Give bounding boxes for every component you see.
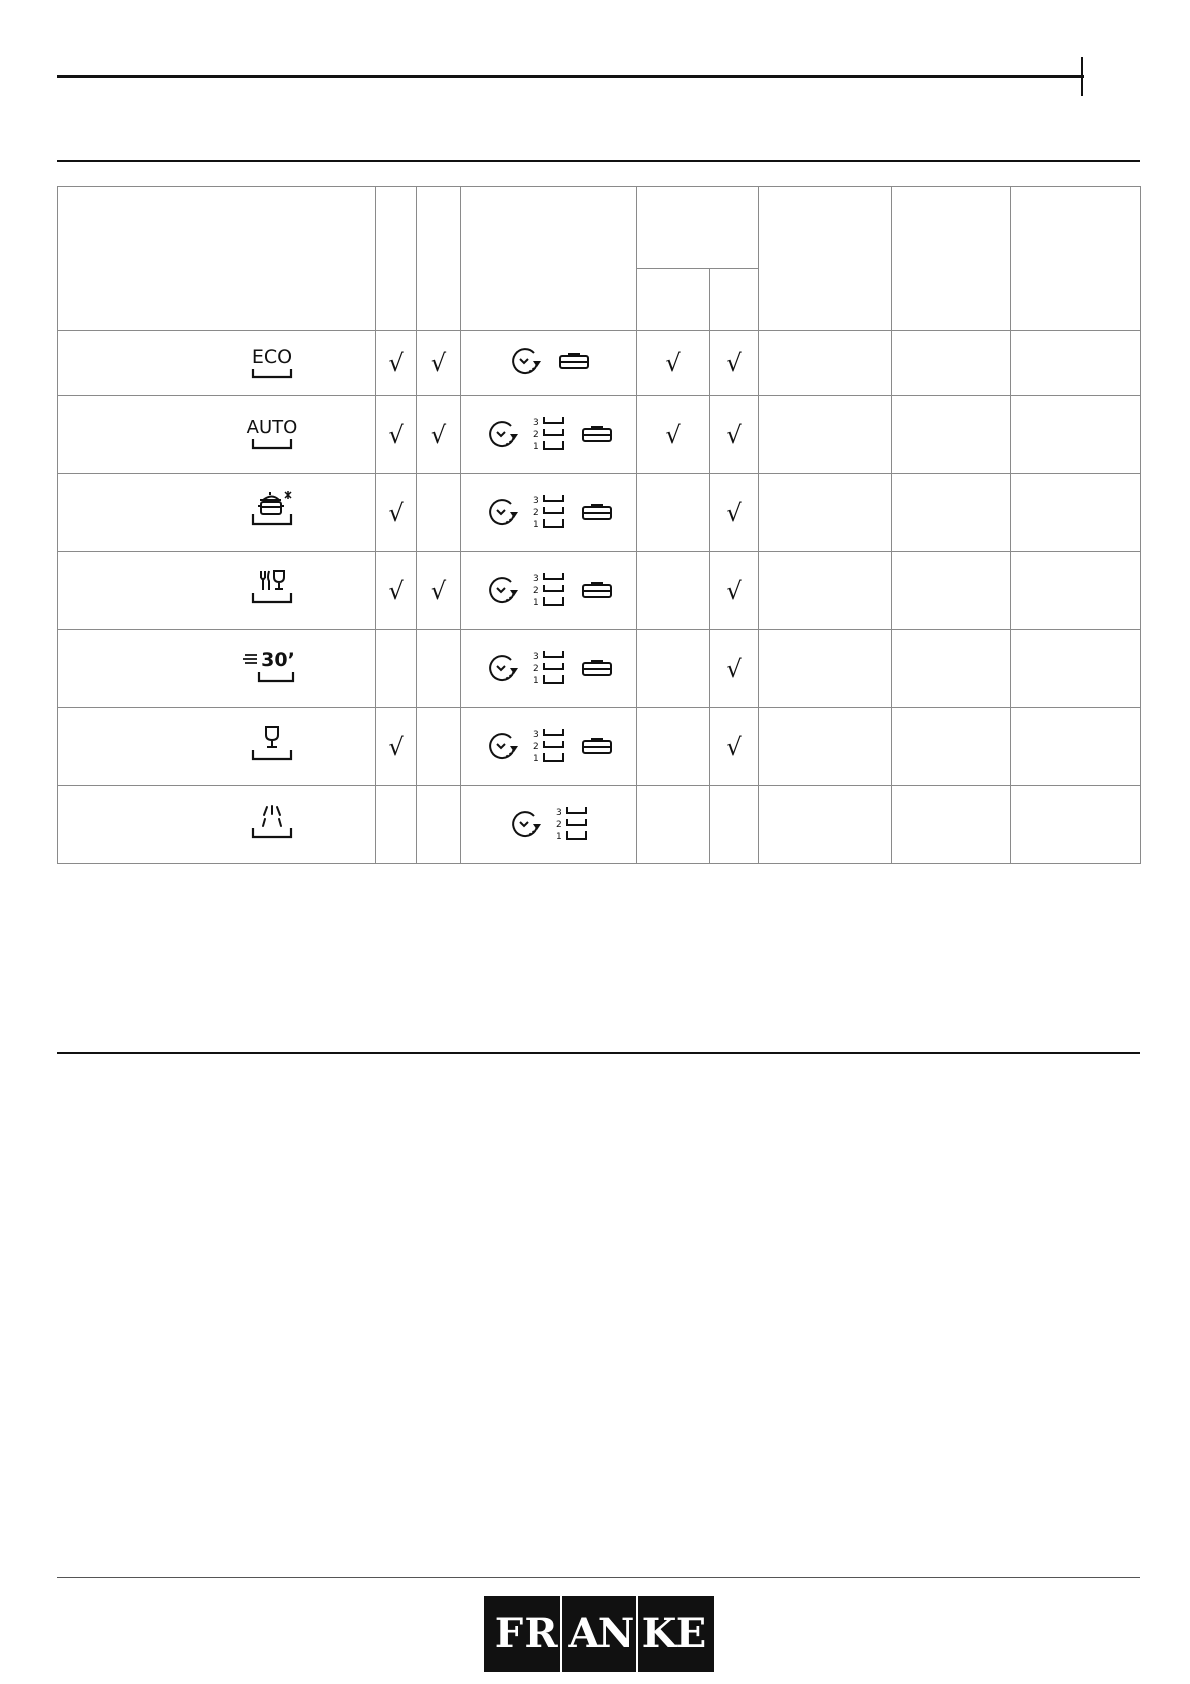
programme-cell	[58, 474, 376, 552]
check-cell	[710, 396, 759, 474]
check-mark: √	[430, 576, 447, 605]
check-cell	[376, 331, 417, 396]
svg-text:AUTO: AUTO	[246, 416, 298, 438]
empty-cell	[759, 708, 892, 786]
check-mark: √	[388, 498, 404, 527]
check-cell	[710, 552, 759, 630]
check-cell	[376, 396, 417, 474]
programme-cell	[58, 708, 376, 786]
empty-cell	[892, 552, 1011, 630]
check-cell	[417, 708, 461, 786]
header-col-1	[376, 187, 417, 331]
svg-text:A: A	[568, 1610, 600, 1657]
delay-start-icon	[485, 651, 519, 685]
programme-cell	[58, 786, 376, 864]
svg-text:2: 2	[532, 429, 539, 440]
empty-cell	[1011, 708, 1141, 786]
tablet-icon	[581, 503, 613, 521]
check-mark: √	[726, 498, 742, 527]
check-mark: √	[726, 576, 742, 605]
franke-logo	[484, 1596, 714, 1672]
svg-text:1: 1	[532, 441, 539, 452]
check-mark: √	[388, 349, 404, 377]
check-cell	[417, 331, 461, 396]
svg-text:30’: 30’	[261, 648, 295, 671]
rack-selection-icon	[529, 727, 567, 765]
header-col-9	[1011, 187, 1141, 331]
svg-text:3: 3	[532, 651, 539, 662]
delay-start-icon	[485, 417, 519, 451]
table-row	[58, 786, 1141, 864]
table-row	[58, 331, 1141, 396]
empty-cell	[1011, 331, 1141, 396]
empty-cell	[759, 552, 892, 630]
check-cell	[417, 786, 461, 864]
check-cell	[710, 708, 759, 786]
check-cell	[710, 630, 759, 708]
tablet-icon	[581, 425, 613, 443]
check-mark: √	[726, 349, 742, 377]
table-row	[58, 396, 1141, 474]
quick-30-min-icon	[241, 646, 303, 692]
options-cell	[461, 396, 637, 474]
svg-text:K: K	[641, 1610, 677, 1657]
check-cell	[376, 786, 417, 864]
glass-program-icon	[241, 724, 303, 770]
svg-text:1: 1	[532, 597, 539, 608]
svg-text:1: 1	[532, 675, 539, 686]
check-mark: √	[726, 654, 742, 683]
check-cell	[710, 331, 759, 396]
programme-cell	[58, 552, 376, 630]
delay-start-icon	[485, 495, 519, 529]
header-programme	[58, 187, 376, 331]
header-rule	[57, 75, 1084, 78]
table-row	[58, 552, 1141, 630]
empty-cell	[759, 474, 892, 552]
empty-cell	[892, 396, 1011, 474]
programme-cell	[58, 331, 376, 396]
header-group-sub-2	[710, 269, 759, 331]
table-header-row	[58, 187, 1141, 269]
header-col-8	[892, 187, 1011, 331]
check-mark: √	[430, 349, 447, 377]
svg-text:3: 3	[532, 417, 539, 428]
check-mark: √	[726, 420, 742, 449]
check-cell	[417, 552, 461, 630]
check-cell	[417, 396, 461, 474]
tablet-icon	[581, 737, 613, 755]
tablet-icon	[558, 352, 590, 370]
header-col-7	[759, 187, 892, 331]
section-rule-top	[57, 160, 1140, 162]
svg-text:F: F	[494, 1610, 524, 1657]
svg-text:3: 3	[532, 573, 539, 584]
empty-cell	[759, 630, 892, 708]
svg-text:2: 2	[532, 741, 539, 752]
check-cell	[637, 396, 710, 474]
table-row	[58, 708, 1141, 786]
svg-text:2: 2	[532, 507, 539, 518]
empty-cell	[1011, 786, 1141, 864]
footer-rule	[57, 1577, 1140, 1578]
check-cell	[376, 708, 417, 786]
check-mark: √	[726, 732, 742, 761]
empty-cell	[892, 474, 1011, 552]
empty-cell	[759, 331, 892, 396]
delay-start-icon	[485, 729, 519, 763]
check-cell	[637, 786, 710, 864]
svg-text:3: 3	[532, 495, 539, 506]
check-cell	[637, 331, 710, 396]
table-row	[58, 474, 1141, 552]
check-cell	[417, 630, 461, 708]
svg-text:2: 2	[555, 819, 562, 830]
svg-text:1: 1	[532, 519, 539, 530]
section-rule-bottom	[57, 1052, 1140, 1054]
svg-text:3: 3	[555, 807, 562, 818]
delay-start-icon	[508, 807, 542, 841]
header-group	[637, 187, 759, 269]
check-cell	[637, 630, 710, 708]
empty-cell	[1011, 630, 1141, 708]
options-cell	[461, 331, 637, 396]
header-options	[461, 187, 637, 331]
svg-text:1: 1	[532, 753, 539, 764]
empty-cell	[759, 786, 892, 864]
delay-start-icon	[485, 573, 519, 607]
check-mark: √	[665, 420, 681, 449]
cutlery-glass-icon	[241, 568, 303, 614]
check-cell	[637, 552, 710, 630]
rack-selection-icon	[529, 649, 567, 687]
tablet-icon	[581, 581, 613, 599]
options-cell	[461, 552, 637, 630]
programme-cell	[58, 396, 376, 474]
check-cell	[637, 474, 710, 552]
check-cell	[376, 630, 417, 708]
check-cell	[710, 786, 759, 864]
rack-selection-icon	[529, 493, 567, 531]
header-group-sub-1	[637, 269, 710, 331]
svg-text:1: 1	[555, 831, 562, 842]
prewash-rinse-icon	[241, 802, 303, 848]
header-rule-tick	[1081, 57, 1083, 96]
intensive-pot-icon	[241, 490, 303, 536]
table-row	[58, 630, 1141, 708]
check-cell	[417, 474, 461, 552]
empty-cell	[1011, 396, 1141, 474]
auto-program-icon	[241, 412, 303, 458]
options-cell	[461, 474, 637, 552]
programme-cell	[58, 630, 376, 708]
empty-cell	[892, 786, 1011, 864]
svg-text:3: 3	[532, 729, 539, 740]
options-cell	[461, 630, 637, 708]
check-cell	[637, 708, 710, 786]
check-cell	[376, 552, 417, 630]
check-mark: √	[430, 420, 447, 449]
rack-selection-icon	[529, 571, 567, 609]
svg-text:R: R	[524, 1610, 558, 1657]
programme-table	[57, 186, 1141, 864]
svg-text:2: 2	[532, 585, 539, 596]
check-mark: √	[388, 576, 404, 605]
eco-program-icon	[241, 340, 303, 386]
rack-selection-icon	[552, 805, 590, 843]
empty-cell	[892, 630, 1011, 708]
svg-text:ECO: ECO	[251, 346, 293, 368]
svg-text:E: E	[675, 1610, 707, 1657]
empty-cell	[892, 331, 1011, 396]
options-cell	[461, 786, 637, 864]
check-cell	[376, 474, 417, 552]
empty-cell	[1011, 474, 1141, 552]
empty-cell	[1011, 552, 1141, 630]
check-mark: √	[388, 420, 404, 449]
options-cell	[461, 708, 637, 786]
check-mark: √	[665, 349, 681, 377]
svg-text:N: N	[597, 1610, 635, 1657]
rack-selection-icon	[529, 415, 567, 453]
svg-text:2: 2	[532, 663, 539, 674]
delay-start-icon	[508, 344, 542, 378]
check-cell	[710, 474, 759, 552]
check-mark: √	[388, 732, 404, 761]
empty-cell	[759, 396, 892, 474]
header-col-2	[417, 187, 461, 331]
empty-cell	[892, 708, 1011, 786]
tablet-icon	[581, 659, 613, 677]
